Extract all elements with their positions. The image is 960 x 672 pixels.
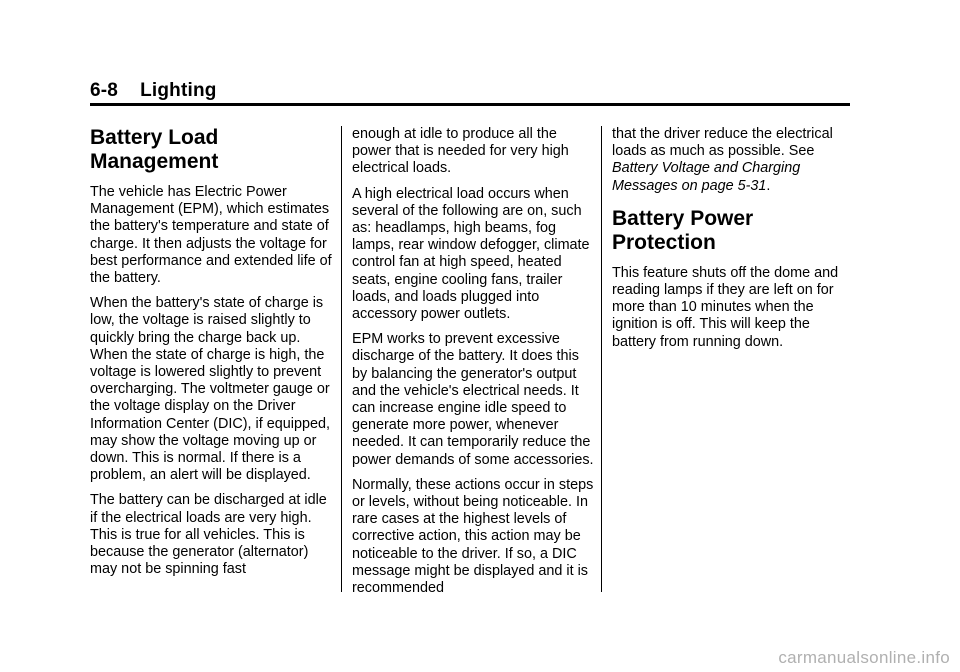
column-divider-2	[601, 126, 602, 592]
column-divider-1	[341, 126, 342, 592]
page-header	[90, 80, 850, 102]
paragraph: enough at idle to produce all the power that is needed for very high electrical loads.	[352, 126, 569, 177]
paragraph: When the battery's state of charge is low, the voltage is raised slightly to quickly bring the charge back up. When the state of charge is high, the voltage is lowered slightly to prevent overcharging. The voltmeter gauge or the voltage display on the Driver Information Center (DIC), if equipped, may show the voltage moving up or down. This is normal. If there is a problem, an alert will be displayed.	[90, 295, 330, 484]
column-2	[352, 126, 597, 605]
heading-battery-load-management: Battery Load Management	[90, 126, 219, 173]
section-heading	[90, 80, 850, 102]
paragraph: A high electrical load occurs when several of the following are on, such as: headlamps, high beams, fog lamps, rear window defogger, climate control fan at high speed, heated seats, engine cooling fans, trailer loads, and loads plugged into accessory power outlets.	[352, 185, 590, 323]
header-rule	[90, 103, 850, 106]
heading-battery-power-protection: Battery Power Protection	[612, 206, 754, 254]
cross-reference-link[interactable]: Battery Voltage and Charging Messages on page 5-31	[612, 160, 801, 194]
paragraph	[612, 126, 857, 195]
paragraph: The vehicle has Electric Power Management (EPM), which estimates the battery's temperature and state of charge. It then adjusts the voltage for best performance and extended life of the battery.	[90, 184, 332, 287]
paragraph: This feature shuts off the dome and reading lamps if they are left on for more than 10 minutes when the ignition is off. This will keep the battery from running down.	[612, 264, 839, 350]
section-number: 6-8	[90, 80, 119, 101]
column-1	[90, 126, 335, 586]
paragraph-text: that the driver reduce the electrical loads as much as possible. See	[612, 126, 833, 160]
column-3	[612, 126, 857, 359]
paragraph-end: .	[766, 177, 771, 194]
paragraph: Normally, these actions occur in steps or levels, without being noticeable. In rare cases at the highest levels of corrective action, this action may be noticeable to the driver. If so, a DIC message might be displayed and it is recommended	[352, 476, 594, 597]
watermark: carmanualsonline.info	[778, 648, 950, 667]
paragraph: EPM works to prevent excessive discharge of the battery. It does this by balancing the generator's output and the vehicle's electrical needs. It can increase engine idle speed to generate more power, whenever needed. It can temporarily reduce the power demands of some accessories.	[352, 331, 594, 468]
paragraph: The battery can be discharged at idle if the electrical loads are very high. This is true for all vehicles. This is because the generator (alternator) may not be spinning fast	[90, 492, 327, 578]
section-title: Lighting	[140, 80, 217, 101]
